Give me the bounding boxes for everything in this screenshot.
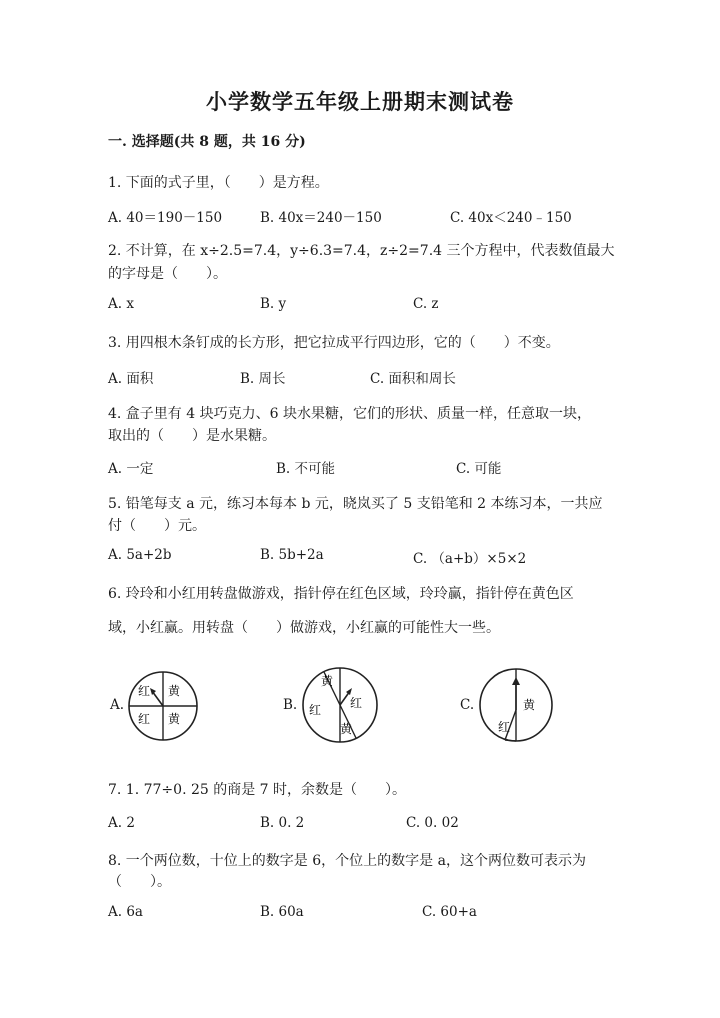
question-8-stem-line1: 8. 一个两位数，十位上的数字是 6，个位上的数字是 a，这个两位数可表示为 [108, 853, 586, 869]
q1-option-b[interactable]: B. 40x＝240－150 [260, 210, 382, 226]
q7-option-c[interactable]: C. 0. 02 [406, 815, 459, 831]
question-3-stem: 3. 用四根木条钉成的长方形，把它拉成平行四边形，它的（ ）不变。 [108, 335, 560, 351]
q4-option-c[interactable]: C. 可能 [456, 461, 502, 477]
spinner-c-red: 红 [498, 720, 511, 734]
question-2-stem-line2: 的字母是（ ）。 [108, 266, 227, 282]
spinner-a[interactable] [126, 669, 200, 743]
question-1-stem: 1. 下面的式子里，（ ）是方程。 [108, 175, 329, 191]
spinner-c[interactable] [477, 666, 555, 744]
question-5-stem-line1: 5. 铅笔每支 a 元，练习本每本 b 元，晓岚买了 5 支铅笔和 2 本练习本，一共应 [108, 496, 603, 512]
q2-option-a[interactable]: A. x [108, 296, 134, 312]
q5-option-c[interactable]: C. （a+b）×5×2 [413, 551, 527, 567]
question-6-stem-line1: 6. 玲玲和小红用转盘做游戏，指针停在红色区域，玲玲赢，指针停在黄色区 [108, 586, 574, 602]
question-8-stem-line2: （ ）。 [108, 874, 171, 890]
q8-option-a[interactable]: A. 6a [108, 904, 143, 920]
section-heading: 一. 选择题(共 8 题，共 16 分) [108, 134, 306, 150]
q5-option-b[interactable]: B. 5b+2a [260, 547, 324, 563]
q3-option-b[interactable]: B. 周长 [240, 371, 286, 387]
question-2-stem-line1: 2. 不计算，在 x÷2.5=7.4，y÷6.3=7.4，z÷2=7.4 三个方程中，代表数值最大 [108, 243, 615, 259]
q6-option-b[interactable]: B. [283, 697, 298, 713]
q4-option-b[interactable]: B. 不可能 [276, 461, 336, 477]
page-title: 小学数学五年级上册期末测试卷 [206, 89, 514, 114]
q8-option-b[interactable]: B. 60a [260, 904, 304, 920]
q6-option-c[interactable]: C. [460, 697, 475, 713]
q1-option-a[interactable]: A. 40＝190－150 [108, 210, 223, 226]
spinner-b-yellow-top: 黄 [321, 674, 334, 688]
q3-option-c[interactable]: C. 面积和周长 [370, 371, 456, 387]
spinner-b[interactable] [300, 665, 380, 745]
spinner-b-red-left: 红 [309, 703, 322, 717]
spinner-b-yellow-bottom: 黄 [340, 722, 353, 736]
spinner-a-red-bl: 红 [138, 712, 151, 726]
spinner-c-yellow: 黄 [523, 698, 536, 712]
question-5-stem-line2: 付（ ）元。 [108, 518, 206, 534]
q7-option-b[interactable]: B. 0. 2 [260, 815, 305, 831]
question-7-stem: 7. 1. 77÷0. 25 的商是 7 时，余数是（ ）。 [108, 782, 407, 798]
spinner-a-yellow-br: 黄 [168, 712, 181, 726]
q2-option-c[interactable]: C. z [413, 296, 439, 312]
q4-option-a[interactable]: A. 一定 [108, 461, 154, 477]
q7-option-a[interactable]: A. 2 [108, 815, 135, 831]
spinner-a-red-tl: 红 [138, 684, 151, 698]
q2-option-b[interactable]: B. y [260, 296, 287, 312]
q1-option-c[interactable]: C. 40x＜240﹣150 [450, 210, 572, 226]
q5-option-a[interactable]: A. 5a+2b [108, 547, 172, 563]
q6-option-a[interactable]: A. [110, 697, 125, 713]
question-6-stem-line2: 域，小红赢。用转盘（ ）做游戏，小红赢的可能性大一些。 [108, 620, 500, 636]
q8-option-c[interactable]: C. 60+a [422, 904, 477, 920]
spinner-b-red-right: 红 [350, 696, 363, 710]
question-4-stem-line2: 取出的（ ）是水果糖。 [108, 428, 276, 444]
question-4-stem-line1: 4. 盒子里有 4 块巧克力、6 块水果糖，它们的形状、质量一样，任意取一块， [108, 406, 591, 422]
q3-option-a[interactable]: A. 面积 [108, 371, 154, 387]
spinner-a-yellow-tr: 黄 [168, 684, 181, 698]
